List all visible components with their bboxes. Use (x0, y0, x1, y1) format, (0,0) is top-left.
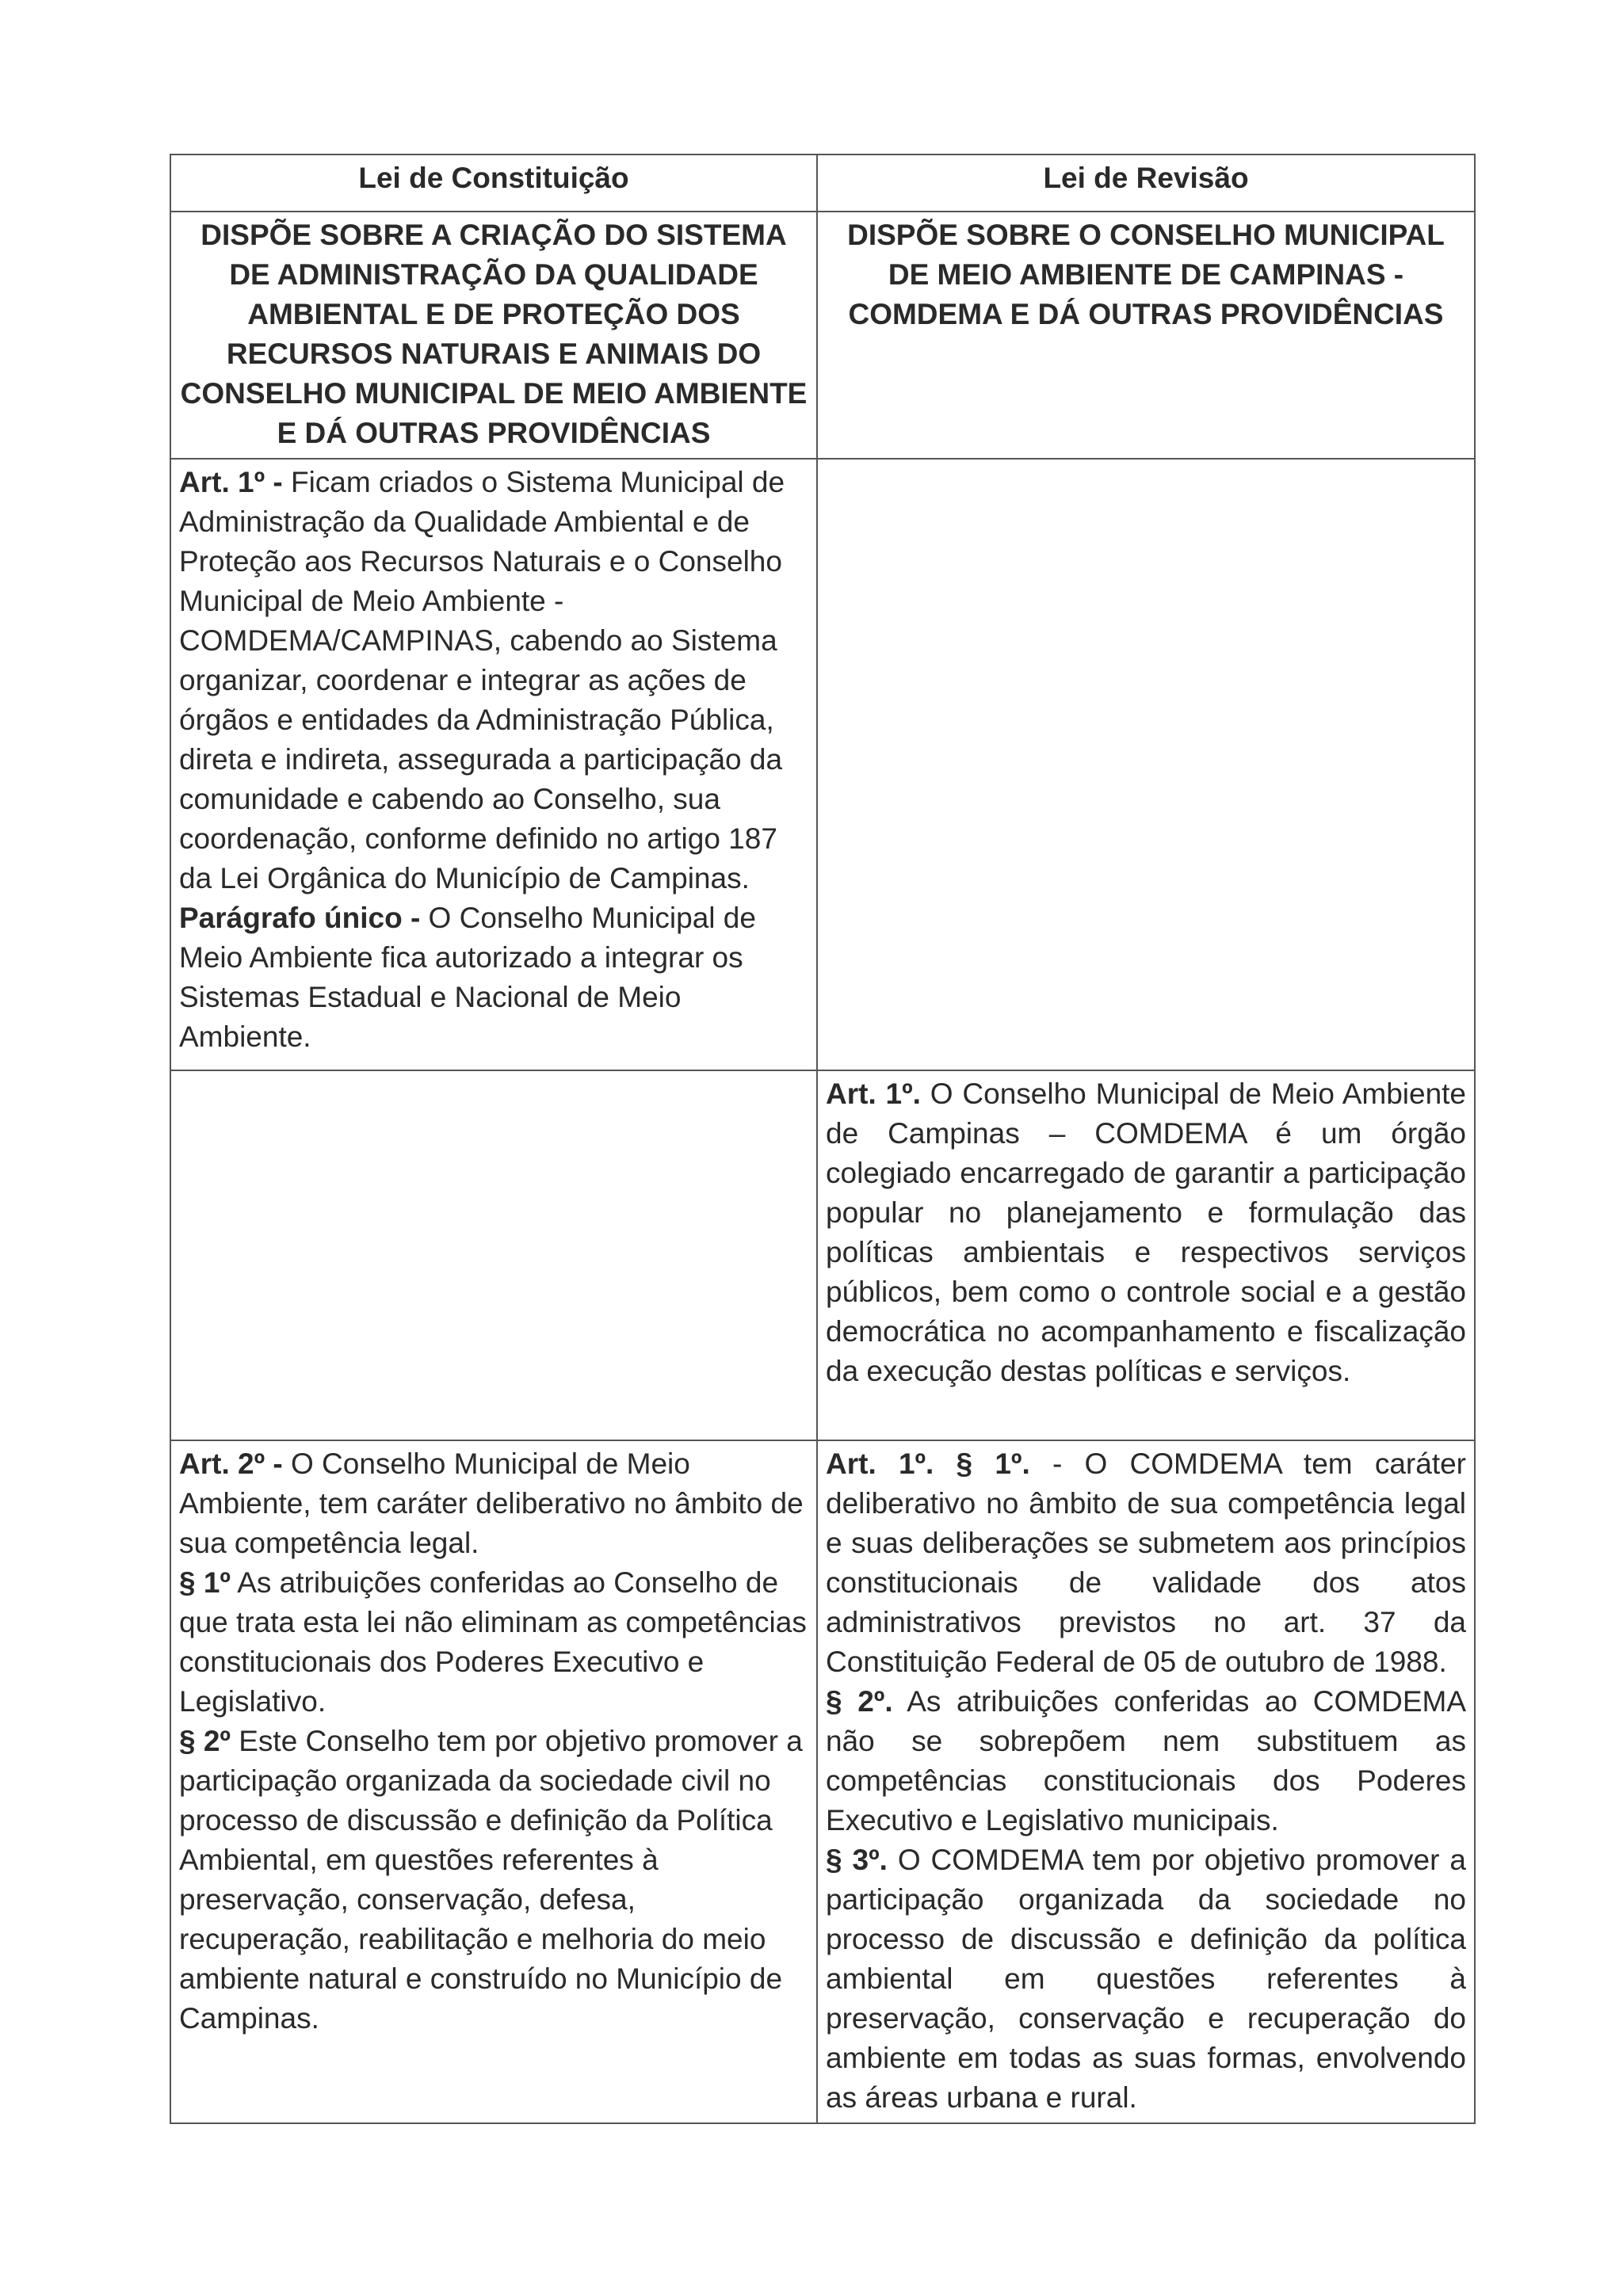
paragraph-p2-constituicao (179, 1722, 808, 2039)
text-art1-revisao: O Conselho Municipal de Meio Ambiente de Campinas – COMDEMA é um órgão colegiado encarregado de garantir a participação popular no planejamento e formulação das políticas ambientais e respectivos serviços públicos, bem como o controle social e a gestão democrática no acompanhamento e fiscalização da execução destas políticas e serviços. (826, 1077, 1466, 1387)
title-constituicao: DISPÕE SOBRE A CRIAÇÃO DO SISTEMA DE ADMINISTRAÇÃO DA QUALIDADE AMBIENTAL E DE PROTEÇÃO DOS RECURSOS NATURAIS E ANIMAIS DO CONSELHO MUNICIPAL DE MEIO AMBIENTE E DÁ OUTRAS PROVIDÊNCIAS (170, 212, 817, 459)
label-art1-revisao: Art. 1º. (826, 1077, 921, 1110)
row-art1-constituicao (170, 459, 1475, 1070)
paragraph-p1-constituicao (179, 1563, 808, 1722)
header-constituicao: Lei de Constituição (170, 154, 817, 212)
label-p2-constituicao: § 2º (179, 1725, 231, 1757)
label-p2-revisao: § 2º. (826, 1685, 893, 1718)
cell-art1-constituicao (170, 459, 817, 1070)
text-art1: Ficam criados o Sistema Municipal de Administração da Qualidade Ambiental e de Proteção aos Recursos Naturais e o Conselho Municipal de Meio Ambiente - COMDEMA/CAMPINAS, cabendo ao Sistema organizar, coordenar e integrar as ações de órgãos e entidades da Administração Pública, direta e indireta, assegurada a participação da comunidade e cabendo ao Conselho, sua coordenação, conforme definido no artigo 187 da Lei Orgânica do Município de Campinas. (179, 466, 785, 894)
text-p1-constituicao: As atribuições conferidas ao Conselho de que trata esta lei não eliminam as competências constitucionais dos Poderes Executivo e Legislativo. (179, 1566, 807, 1718)
header-row (170, 154, 1475, 212)
law-comparison-table (170, 154, 1476, 2124)
label-art2: Art. 2º - (179, 1447, 283, 1480)
label-p1-revisao: Art. 1º. § 1º. (826, 1447, 1030, 1480)
text-p2-constituicao: Este Conselho tem por objetivo promover a participação organizada da sociedade civil no processo de discussão e definição da Política Ambiental, em questões referentes à preservação, conservação, defesa, recuperação, reabilitação e melhoria do meio ambiente natural e construído no Município de Campinas. (179, 1725, 803, 2035)
label-p1-constituicao: § 1º (179, 1566, 231, 1599)
text-p1-revisao: - O COMDEMA tem caráter deliberativo no âmbito de sua competência legal e suas deliberações se submetem aos princípios constitucionais de validade dos atos administrativos previstos no art. 37 da Constituição Federal de 05 de outubro de 1988. (826, 1447, 1466, 1678)
row-art2 (170, 1440, 1475, 2123)
text-p2-revisao: As atribuições conferidas ao COMDEMA não se sobrepõem nem substituem as competências constitucionais dos Poderes Executivo e Legislativo municipais. (826, 1685, 1466, 1836)
paragraph-unico (179, 898, 808, 1057)
label-art1: Art. 1º - (179, 466, 283, 498)
label-paragrafo-unico: Parágrafo único - (179, 902, 421, 934)
document-page (170, 154, 1474, 2124)
label-p3-revisao: § 3º. (826, 1844, 888, 1876)
text-p3-revisao: O COMDEMA tem por objetivo promover a participação organizada da sociedade no processo de discussão e definição da política ambiental em questões referentes à preservação, conservação e recuperação do ambiente em todas as suas formas, envolvendo as áreas urbana e rural. (826, 1844, 1466, 2114)
cell-empty-constituicao (170, 1070, 817, 1440)
cell-empty-revisao (817, 459, 1475, 1070)
row-art1-revisao (170, 1070, 1475, 1440)
paragraph-art1-revisao (826, 1074, 1466, 1391)
paragraph-art2 (179, 1444, 808, 1563)
header-revisao: Lei de Revisão (817, 154, 1475, 212)
text-art2: O Conselho Municipal de Meio Ambiente, tem caráter deliberativo no âmbito de sua competência legal. (179, 1447, 804, 1559)
paragraph-p2-revisao (826, 1682, 1466, 1840)
paragraph-p3-revisao (826, 1840, 1466, 2118)
cell-art1-paragrafos-revisao (817, 1440, 1475, 2123)
cell-art2-constituicao (170, 1440, 817, 2123)
cell-art1-revisao (817, 1070, 1475, 1440)
paragraph-art1 (179, 463, 808, 898)
paragraph-p1-revisao (826, 1444, 1466, 1682)
title-row (170, 212, 1475, 459)
text-paragrafo-unico: O Conselho Municipal de Meio Ambiente fica autorizado a integrar os Sistemas Estadual e Nacional de Meio Ambiente. (179, 902, 756, 1053)
title-revisao: DISPÕE SOBRE O CONSELHO MUNICIPAL DE MEIO AMBIENTE DE CAMPINAS - COMDEMA E DÁ OUTRAS PROVIDÊNCIAS (817, 212, 1475, 459)
